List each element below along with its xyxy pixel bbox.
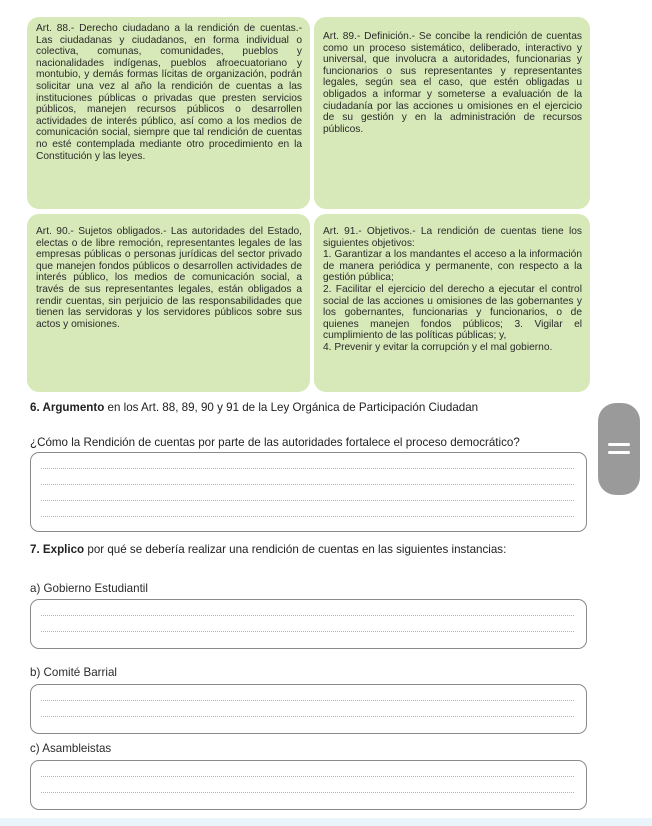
article-91-item-4: 4. Prevenir y evitar la corrupción y el mal gobierno. [323, 341, 553, 353]
answer-box-a[interactable] [30, 599, 587, 649]
section-6-verb: Argumento [42, 401, 105, 414]
article-89-text: Art. 89.- Definición.- Se concibe la rendición de cuentas como un proceso sistemático, deliberado, interactivo y universal, que involucra a autoridades, funcionarias y funcionarios o sus representantes y representantes legales, según sea el caso, que estén obligadas u obligados a informar y someterse a evaluación de la ciudadanía por las acciones u omisiones en el ejercicio de su gestión y en la administración de recursos públicos. [323, 31, 582, 135]
instance-label-b: b) Comité Barrial [30, 666, 117, 679]
answer-box-c[interactable] [30, 760, 587, 810]
answer-line [41, 792, 574, 793]
section-7-text: por qué se debería realizar una rendición de cuentas en las siguientes instancias: [84, 543, 507, 556]
instance-label-c: c) Asambleistas [30, 742, 112, 755]
answer-line [41, 500, 574, 501]
section-6-number: 6. [30, 401, 40, 414]
section-6-text: en los Art. 88, 89, 90 y 91 de la Ley Orgánica de Participación Ciudadan [104, 401, 479, 414]
answer-line [41, 700, 574, 701]
drag-handle-icon[interactable] [598, 403, 640, 495]
answer-line [41, 484, 574, 485]
answer-line [41, 716, 574, 717]
answer-line [41, 516, 574, 517]
article-91-items-2-3: 2. Facilitar el ejercicio del derecho a ejecutar el control social de las acciones u omisiones de las gobernantes y los gobernantes, funcionarias y funcionarios, o de quienes manejen fondos públicos; 3. Vigilar el cumplimiento de las políticas públicas; y, [323, 283, 582, 342]
section-7-number: 7. [30, 543, 40, 556]
handle-bar [608, 443, 630, 446]
section-6-question: ¿Cómo la Rendición de cuentas por parte de las autoridades fortalece el proceso democrático? [30, 436, 520, 449]
answer-box-b[interactable] [30, 684, 587, 734]
bottom-strip [0, 818, 652, 826]
answer-line [41, 631, 574, 632]
instance-label-a: a) Gobierno Estudiantil [30, 582, 148, 595]
article-91-intro: Art. 91.- Objetivos.- La rendición de cuentas tiene los siguientes objetivos: [323, 226, 582, 249]
section-7-heading [30, 543, 506, 557]
article-88-box [27, 17, 310, 209]
answer-line [41, 615, 574, 616]
answer-line [41, 776, 574, 777]
answer-box-6[interactable] [30, 452, 587, 532]
section-7-verb: Explico [42, 543, 85, 556]
handle-bar [608, 451, 630, 454]
section-6-heading [30, 401, 478, 415]
article-90-text: Art. 90.- Sujetos obligados.- Las autoridades del Estado, electas o de libre remoción, representantes legales de las empresas públicas o personas jurídicas del sector privado que manejen fondos públicos o desarrollen actividades de interés público, los medios de comunicación social, a través de sus representantes legales, están obligados a rendir cuentas, sin perjuicio de las responsabilidades que tienen las servidoras y los servidores públicos sobre sus actos y omisiones. [36, 226, 302, 330]
article-89-box [314, 17, 590, 209]
article-91-item-1: 1. Garantizar a los mandantes el acceso a la información de manera periódica y permanente, con respecto a la gestión pública; [323, 249, 582, 284]
article-90-box [27, 214, 310, 392]
article-91-box [314, 214, 590, 392]
article-88-text: Art. 88.- Derecho ciudadano a la rendición de cuentas.- Las ciudadanas y ciudadanos, en forma individual o colectiva, comunas, comunidades, pueblos y nacionalidades indígenas, pueblos afroecuatoriano y montubio, y demás formas lícitas de organización, podrán solicitar una vez al año la rendición de cuentas a las instituciones públicas o privadas que presten servicios públicos, manejen recursos públicos o desarrollen actividades de interés público, así como a los medios de comunicación social, siempre que tal rendición de cuentas no esté contemplada mediante otro procedimiento en la Constitución y las leyes. [36, 23, 302, 162]
answer-line [41, 468, 574, 469]
